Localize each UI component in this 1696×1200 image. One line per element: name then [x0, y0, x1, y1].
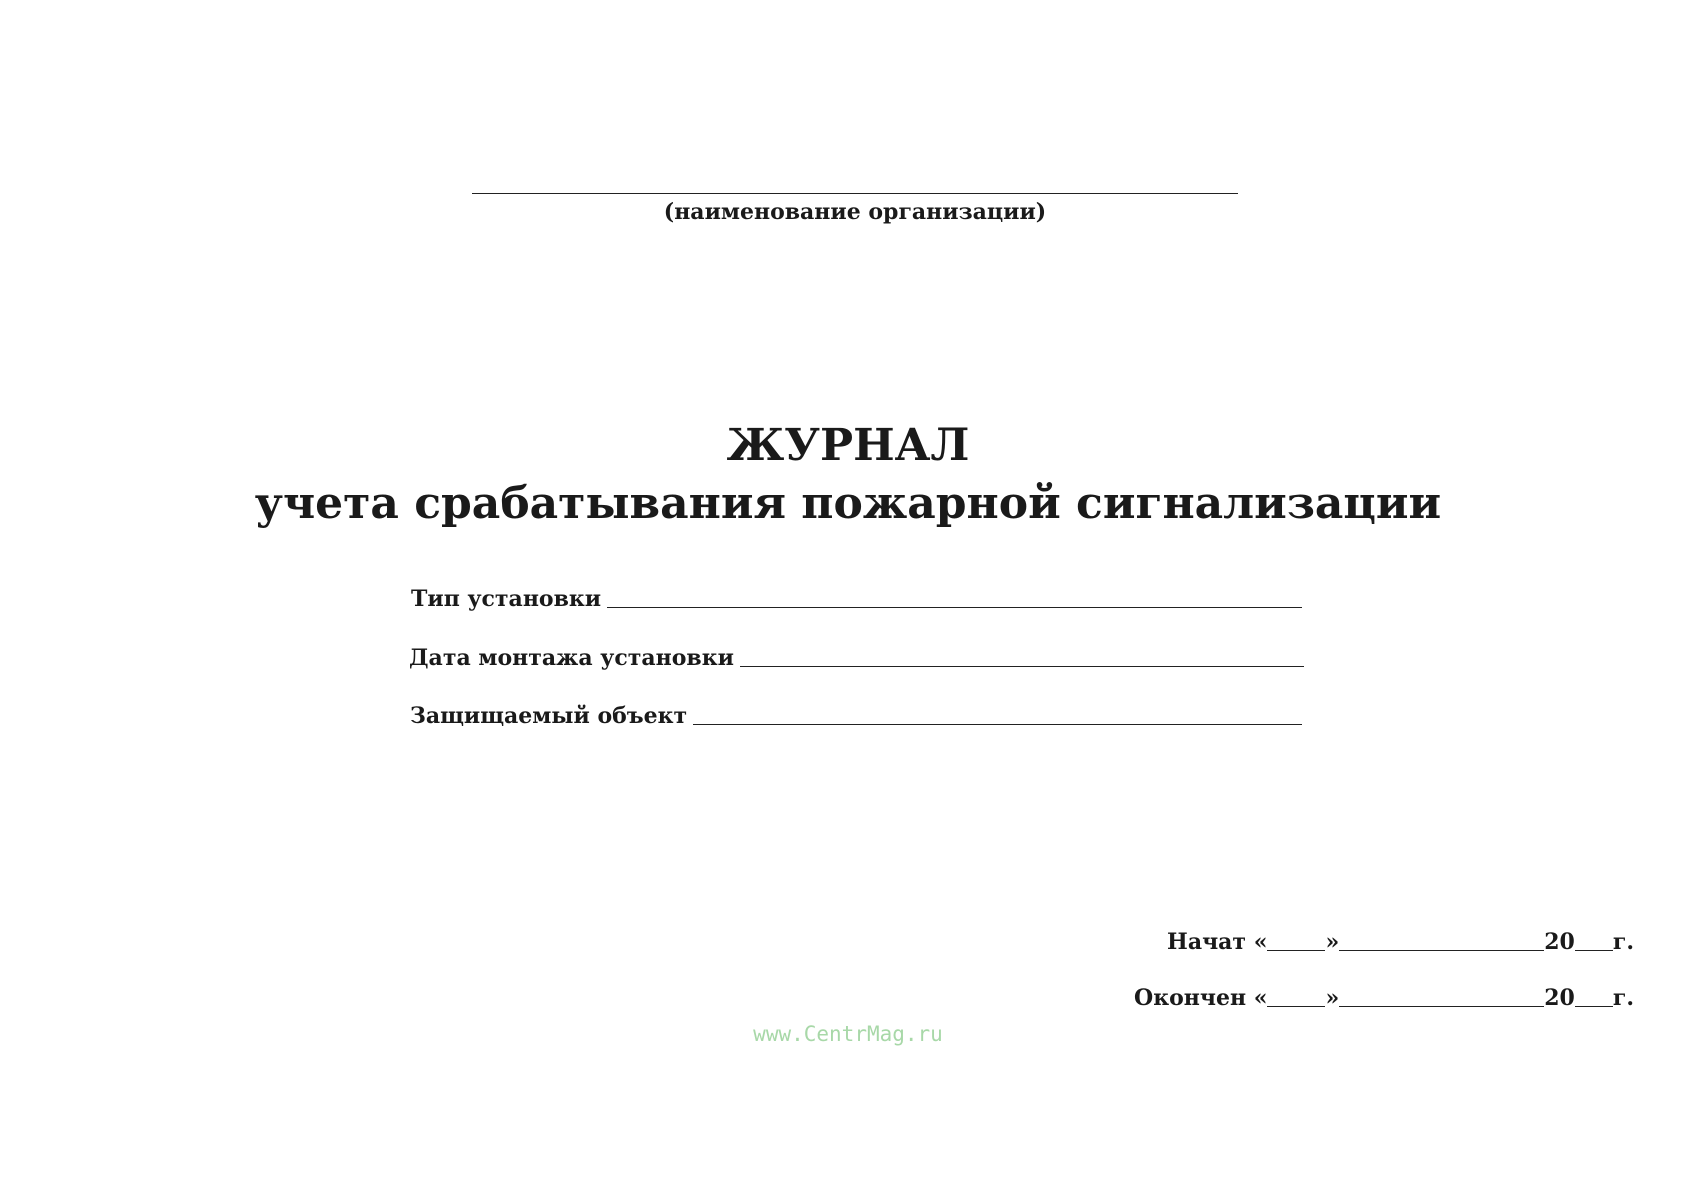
- day-blank: [1267, 1005, 1325, 1007]
- year-suffix: г.: [1612, 985, 1634, 1011]
- field-label: Тип установки: [411, 586, 602, 612]
- field-label: Защищаемый объект: [410, 703, 688, 729]
- quote-open: «: [1253, 929, 1268, 955]
- day-blank: [1267, 949, 1325, 951]
- field-blank-line: [693, 723, 1302, 725]
- year-suffix: г.: [1612, 929, 1634, 955]
- watermark: www.CentrMag.ru: [753, 1022, 943, 1046]
- year-blank: [1575, 949, 1613, 951]
- document-subtitle: учета срабатывания пожарной сигнализации: [254, 478, 1442, 529]
- field-blank-line: [607, 606, 1302, 608]
- field-installation-type: [411, 586, 1302, 612]
- organization-name-line: [472, 193, 1238, 194]
- year-prefix: 20: [1544, 929, 1575, 955]
- month-blank: [1339, 949, 1544, 951]
- date-started-row: [1167, 929, 1634, 955]
- year-prefix: 20: [1544, 985, 1575, 1011]
- field-installation-date: [409, 645, 1304, 671]
- organization-caption: (наименование организации): [663, 199, 1047, 225]
- document-title: ЖУРНАЛ: [726, 420, 970, 471]
- field-blank-line: [740, 665, 1304, 667]
- quote-open: «: [1253, 985, 1268, 1011]
- field-protected-object: [410, 703, 1302, 729]
- quote-close: »: [1325, 985, 1340, 1011]
- quote-close: »: [1325, 929, 1340, 955]
- year-blank: [1575, 1005, 1613, 1007]
- date-label: Начат: [1167, 929, 1247, 955]
- date-finished-row: [1134, 985, 1634, 1011]
- date-label: Окончен: [1134, 985, 1247, 1011]
- month-blank: [1339, 1005, 1544, 1007]
- field-label: Дата монтажа установки: [409, 645, 734, 671]
